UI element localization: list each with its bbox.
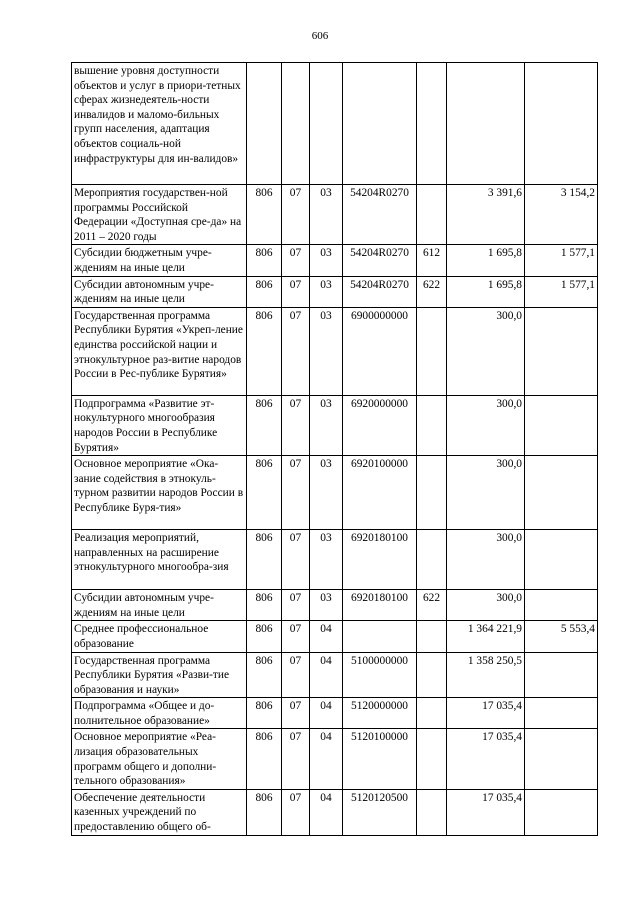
subsection-cell: 04 xyxy=(310,789,343,835)
amount-2-cell xyxy=(525,63,598,185)
ved-cell: 806 xyxy=(247,276,282,307)
table-row xyxy=(72,63,598,185)
table-row xyxy=(72,276,598,307)
name-cell: Государственная программа Республики Бурятия «Разви-тие образования и науки» xyxy=(72,652,247,698)
name-cell: Субсидии автономным учре-ждениям на иные цели xyxy=(72,590,247,621)
subsection-cell: 04 xyxy=(310,621,343,652)
ved-cell: 806 xyxy=(247,729,282,789)
expense-type-cell xyxy=(417,185,447,245)
table-row xyxy=(72,456,598,530)
subsection-cell: 03 xyxy=(310,276,343,307)
amount-2-cell: 5 553,4 xyxy=(525,621,598,652)
name-cell: вышение уровня доступности объектов и услуг в приори-тетных сферах жизнедеятель-ности инвалидов и маломо-бильных групп населения, адаптация объектов социаль-ной инфраструктуры для ин-валидов» xyxy=(72,63,247,185)
name-cell: Основное мероприятие «Реа-лизация образовательных программ общего и дополни-тельного образования» xyxy=(72,729,247,789)
target-article-cell: 6920000000 xyxy=(343,395,417,455)
table-row xyxy=(72,729,598,789)
target-article-cell: 6920180100 xyxy=(343,530,417,590)
amount-cell: 1 358 250,5 xyxy=(447,652,525,698)
expense-type-cell xyxy=(417,729,447,789)
amount-cell: 300,0 xyxy=(447,456,525,530)
subsection-cell: 03 xyxy=(310,590,343,621)
expense-type-cell xyxy=(417,652,447,698)
ved-cell: 806 xyxy=(247,530,282,590)
expense-type-cell xyxy=(417,530,447,590)
table-row xyxy=(72,590,598,621)
subsection-cell xyxy=(310,63,343,185)
amount-cell: 17 035,4 xyxy=(447,789,525,835)
subsection-cell: 03 xyxy=(310,456,343,530)
table-row xyxy=(72,789,598,835)
target-article-cell xyxy=(343,63,417,185)
ved-cell: 806 xyxy=(247,245,282,276)
section-cell: 07 xyxy=(282,395,310,455)
amount-cell: 300,0 xyxy=(447,530,525,590)
ved-cell: 806 xyxy=(247,698,282,729)
amount-cell xyxy=(447,63,525,185)
expense-type-cell xyxy=(417,63,447,185)
target-article-cell: 5120120500 xyxy=(343,789,417,835)
expense-type-cell xyxy=(417,789,447,835)
table-row xyxy=(72,307,598,395)
amount-2-cell: 1 577,1 xyxy=(525,276,598,307)
ved-cell: 806 xyxy=(247,789,282,835)
section-cell: 07 xyxy=(282,729,310,789)
amount-2-cell xyxy=(525,307,598,395)
amount-2-cell xyxy=(525,590,598,621)
amount-2-cell xyxy=(525,729,598,789)
amount-2-cell xyxy=(525,698,598,729)
name-cell: Подпрограмма «Общее и до-полнительное образование» xyxy=(72,698,247,729)
subsection-cell: 03 xyxy=(310,530,343,590)
subsection-cell: 03 xyxy=(310,245,343,276)
amount-cell: 3 391,6 xyxy=(447,185,525,245)
amount-cell: 1 695,8 xyxy=(447,276,525,307)
subsection-cell: 04 xyxy=(310,652,343,698)
section-cell: 07 xyxy=(282,307,310,395)
section-cell: 07 xyxy=(282,621,310,652)
target-article-cell: 6920180100 xyxy=(343,590,417,621)
target-article-cell xyxy=(343,621,417,652)
subsection-cell: 04 xyxy=(310,698,343,729)
name-cell: Обеспечение деятельности казенных учреждений по предоставлению общего об- xyxy=(72,789,247,835)
ved-cell: 806 xyxy=(247,652,282,698)
ved-cell: 806 xyxy=(247,185,282,245)
ved-cell: 806 xyxy=(247,395,282,455)
section-cell xyxy=(282,63,310,185)
target-article-cell: 6920100000 xyxy=(343,456,417,530)
section-cell: 07 xyxy=(282,652,310,698)
table-row xyxy=(72,395,598,455)
table-row xyxy=(72,245,598,276)
expense-type-cell xyxy=(417,395,447,455)
amount-cell: 17 035,4 xyxy=(447,729,525,789)
name-cell: Подпрограмма «Развитие эт-нокультурного многообразия народов России в Республике Бурятия» xyxy=(72,395,247,455)
table-row xyxy=(72,530,598,590)
section-cell: 07 xyxy=(282,276,310,307)
subsection-cell: 04 xyxy=(310,729,343,789)
name-cell: Среднее профессиональное образование xyxy=(72,621,247,652)
section-cell: 07 xyxy=(282,590,310,621)
amount-2-cell xyxy=(525,456,598,530)
target-article-cell: 54204R0270 xyxy=(343,276,417,307)
section-cell: 07 xyxy=(282,789,310,835)
target-article-cell: 54204R0270 xyxy=(343,245,417,276)
amount-2-cell xyxy=(525,652,598,698)
name-cell: Государственная программа Республики Бурятия «Укреп-ление единства российской нации и этнокультурное раз-витие народов России в Рес-публике Бурятия» xyxy=(72,307,247,395)
section-cell: 07 xyxy=(282,185,310,245)
amount-cell: 1 364 221,9 xyxy=(447,621,525,652)
name-cell: Субсидии автономным учре-ждениям на иные цели xyxy=(72,276,247,307)
section-cell: 07 xyxy=(282,530,310,590)
name-cell: Реализация мероприятий, направленных на расширение этнокультурного многообра-зия xyxy=(72,530,247,590)
name-cell: Субсидии бюджетным учре-ждениям на иные цели xyxy=(72,245,247,276)
amount-cell: 300,0 xyxy=(447,590,525,621)
expense-type-cell xyxy=(417,621,447,652)
amount-cell: 1 695,8 xyxy=(447,245,525,276)
name-cell: Основное мероприятие «Ока-зание содействия в этнокуль-турном развитии народов России в Республике Буря-тия» xyxy=(72,456,247,530)
section-cell: 07 xyxy=(282,456,310,530)
amount-cell: 17 035,4 xyxy=(447,698,525,729)
target-article-cell: 5120000000 xyxy=(343,698,417,729)
amount-2-cell xyxy=(525,530,598,590)
ved-cell: 806 xyxy=(247,307,282,395)
subsection-cell: 03 xyxy=(310,307,343,395)
expense-type-cell xyxy=(417,698,447,729)
section-cell: 07 xyxy=(282,698,310,729)
amount-2-cell: 3 154,2 xyxy=(525,185,598,245)
expense-type-cell xyxy=(417,307,447,395)
amount-2-cell xyxy=(525,789,598,835)
target-article-cell: 6900000000 xyxy=(343,307,417,395)
expense-type-cell xyxy=(417,456,447,530)
subsection-cell: 03 xyxy=(310,185,343,245)
name-cell: Мероприятия государствен-ной программы Российской Федерации «Доступная сре-да» на 2011 – 2020 годы xyxy=(72,185,247,245)
table-row xyxy=(72,698,598,729)
table-row xyxy=(72,621,598,652)
budget-table xyxy=(71,62,598,836)
expense-type-cell: 622 xyxy=(417,590,447,621)
table-row xyxy=(72,652,598,698)
amount-2-cell: 1 577,1 xyxy=(525,245,598,276)
table-row xyxy=(72,185,598,245)
page-number: 606 xyxy=(311,30,329,42)
target-article-cell: 54204R0270 xyxy=(343,185,417,245)
amount-cell: 300,0 xyxy=(447,307,525,395)
expense-type-cell: 612 xyxy=(417,245,447,276)
amount-2-cell xyxy=(525,395,598,455)
target-article-cell: 5100000000 xyxy=(343,652,417,698)
ved-cell: 806 xyxy=(247,590,282,621)
expense-type-cell: 622 xyxy=(417,276,447,307)
subsection-cell: 03 xyxy=(310,395,343,455)
ved-cell xyxy=(247,63,282,185)
target-article-cell: 5120100000 xyxy=(343,729,417,789)
ved-cell: 806 xyxy=(247,621,282,652)
section-cell: 07 xyxy=(282,245,310,276)
ved-cell: 806 xyxy=(247,456,282,530)
amount-cell: 300,0 xyxy=(447,395,525,455)
